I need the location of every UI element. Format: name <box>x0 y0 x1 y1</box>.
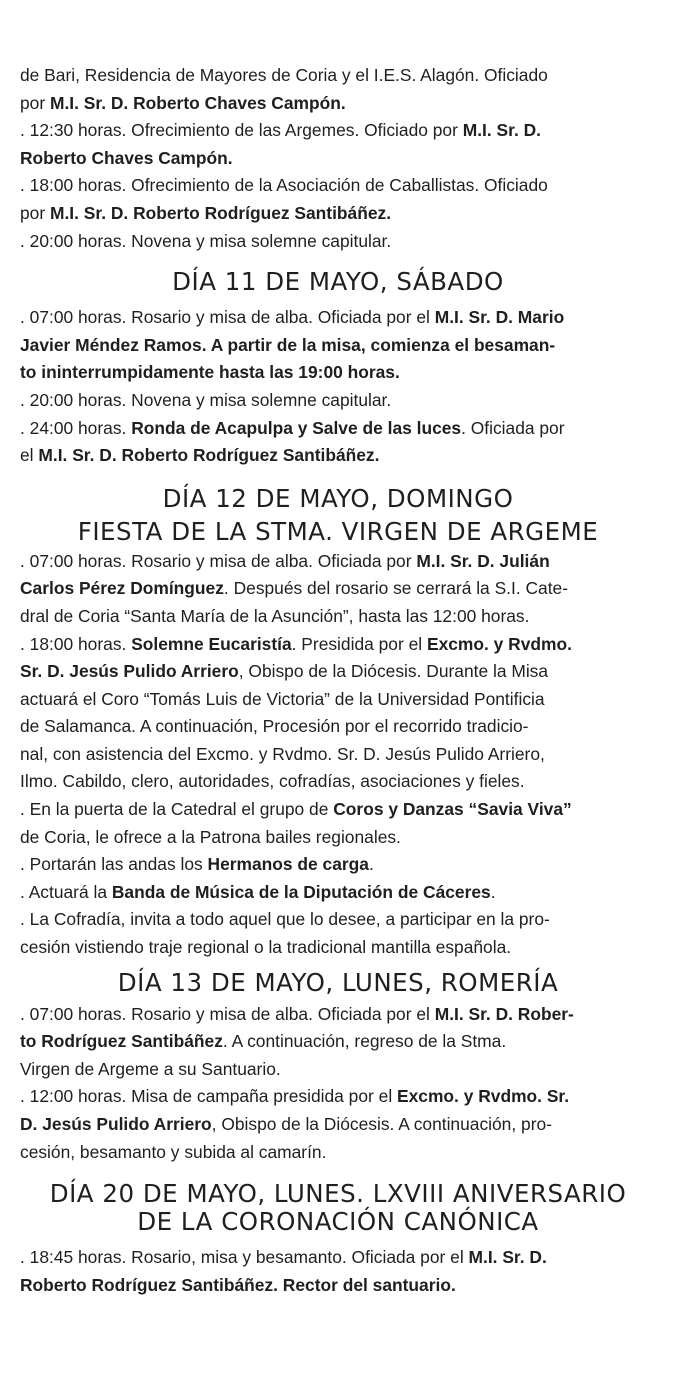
text-line: . Portarán las andas los Hermanos de carga. <box>20 854 374 875</box>
text-line: D. Jesús Pulido Arriero, Obispo de la Diócesis. A continuación, pro- <box>20 1114 552 1134</box>
day-12-subheading: FIESTA DE LA STMA. VIRGEN DE ARGEME <box>77 516 599 546</box>
text-line: to Rodríguez Santibáñez. A continuación, regreso de la Stma. <box>20 1031 507 1052</box>
day-13-section <box>20 966 656 1167</box>
text-line: cesión vistiendo traje regional o la tradicional mantilla española. <box>20 937 512 958</box>
text-line: . La Cofradía, invita a todo aquel que lo desee, a participar en la pro- <box>20 909 550 930</box>
day-20-section <box>20 1180 656 1299</box>
text-line: el M.I. Sr. D. Roberto Rodríguez Santibáñez. <box>20 445 380 466</box>
text-line: Virgen de Argeme a su Santuario. <box>20 1058 281 1079</box>
text-line: to ininterrumpidamente hasta las 19:00 horas. <box>20 362 400 383</box>
text-line: . En la puerta de la Catedral el grupo de Coros y Danzas “Savia Viva” <box>20 799 572 820</box>
text-line: . 07:00 horas. Rosario y misa de alba. Oficiada por el M.I. Sr. D. Rober- <box>20 1003 574 1024</box>
day-20-heading: DÍA 20 DE MAYO, LUNES. LXVIII ANIVERSARIO <box>49 1179 627 1209</box>
text-line: de Coria, le ofrece a la Patrona bailes regionales. <box>20 826 401 847</box>
text-line: nal, con asistencia del Excmo. y Rvdmo. Sr. D. Jesús Pulido Arriero, <box>20 743 545 764</box>
text-line: actuará el Coro “Tomás Luis de Victoria” de la Universidad Pontificia <box>20 688 545 709</box>
text-line: de Salamanca. A continuación, Procesión por el recorrido tradicio- <box>20 716 529 737</box>
text-line: . 24:00 horas. Ronda de Acapulpa y Salve de las luces. Oficiada por <box>20 417 565 438</box>
text-line: . 07:00 horas. Rosario y misa de alba. Oficiada por el M.I. Sr. D. Mario <box>20 307 565 328</box>
text-line: Roberto Chaves Campón. <box>20 147 233 168</box>
text-line: . Actuará la Banda de Música de la Diputación de Cáceres. <box>20 881 496 902</box>
text-line: de Bari, Residencia de Mayores de Coria y el I.E.S. Alagón. Oficiado <box>20 65 548 85</box>
day-11-section <box>20 265 656 470</box>
text-line: cesión, besamanto y subida al camarín. <box>20 1141 327 1162</box>
text-line: . 18:00 horas. Ofrecimiento de la Asociación de Caballistas. Oficiado <box>20 175 548 196</box>
text-line: . 18:45 horas. Rosario, misa y besamanto. Oficiada por el M.I. Sr. D. <box>20 1247 547 1268</box>
text-line: . 07:00 horas. Rosario y misa de alba. Oficiada por M.I. Sr. D. Julián <box>20 550 550 571</box>
text-line: Sr. D. Jesús Pulido Arriero, Obispo de la Diócesis. Durante la Misa <box>20 661 549 682</box>
day-12-heading: DÍA 12 DE MAYO, DOMINGO <box>162 483 514 513</box>
text-line: . 20:00 horas. Novena y misa solemne capitular. <box>20 230 392 251</box>
day-13-heading: DÍA 13 DE MAYO, LUNES, ROMERÍA <box>117 967 559 997</box>
text-line: por M.I. Sr. D. Roberto Rodríguez Santibáñez. <box>20 202 392 223</box>
text-line: . 20:00 horas. Novena y misa solemne capitular. <box>20 389 392 410</box>
day-12-section <box>20 482 656 962</box>
text-line: Javier Méndez Ramos. A partir de la misa, comienza el besaman- <box>20 334 556 355</box>
day-20-subheading: DE LA CORONACIÓN CANÓNICA <box>137 1207 539 1237</box>
text-line: . 12:00 horas. Misa de campaña presidida por el Excmo. y Rvdmo. Sr. <box>20 1086 570 1107</box>
text-line: Ilmo. Cabildo, clero, autoridades, cofradías, asociaciones y fieles. <box>20 771 525 792</box>
text-line: por M.I. Sr. D. Roberto Chaves Campón. <box>20 92 346 113</box>
intro-section <box>20 62 656 255</box>
text-line: . 12:30 horas. Ofrecimiento de las Argemes. Oficiado por M.I. Sr. D. <box>20 120 541 141</box>
text-line: dral de Coria “Santa María de la Asunción”, hasta las 12:00 horas. <box>20 605 530 626</box>
text-line: Roberto Rodríguez Santibáñez. Rector del santuario. <box>20 1274 456 1295</box>
text-line: . 18:00 horas. Solemne Eucaristía. Presidida por el Excmo. y Rvdmo. <box>20 633 572 654</box>
day-11-heading: DÍA 11 DE MAYO, SÁBADO <box>172 267 504 297</box>
text-line: Carlos Pérez Domínguez. Después del rosario se cerrará la S.I. Cate- <box>20 578 569 599</box>
